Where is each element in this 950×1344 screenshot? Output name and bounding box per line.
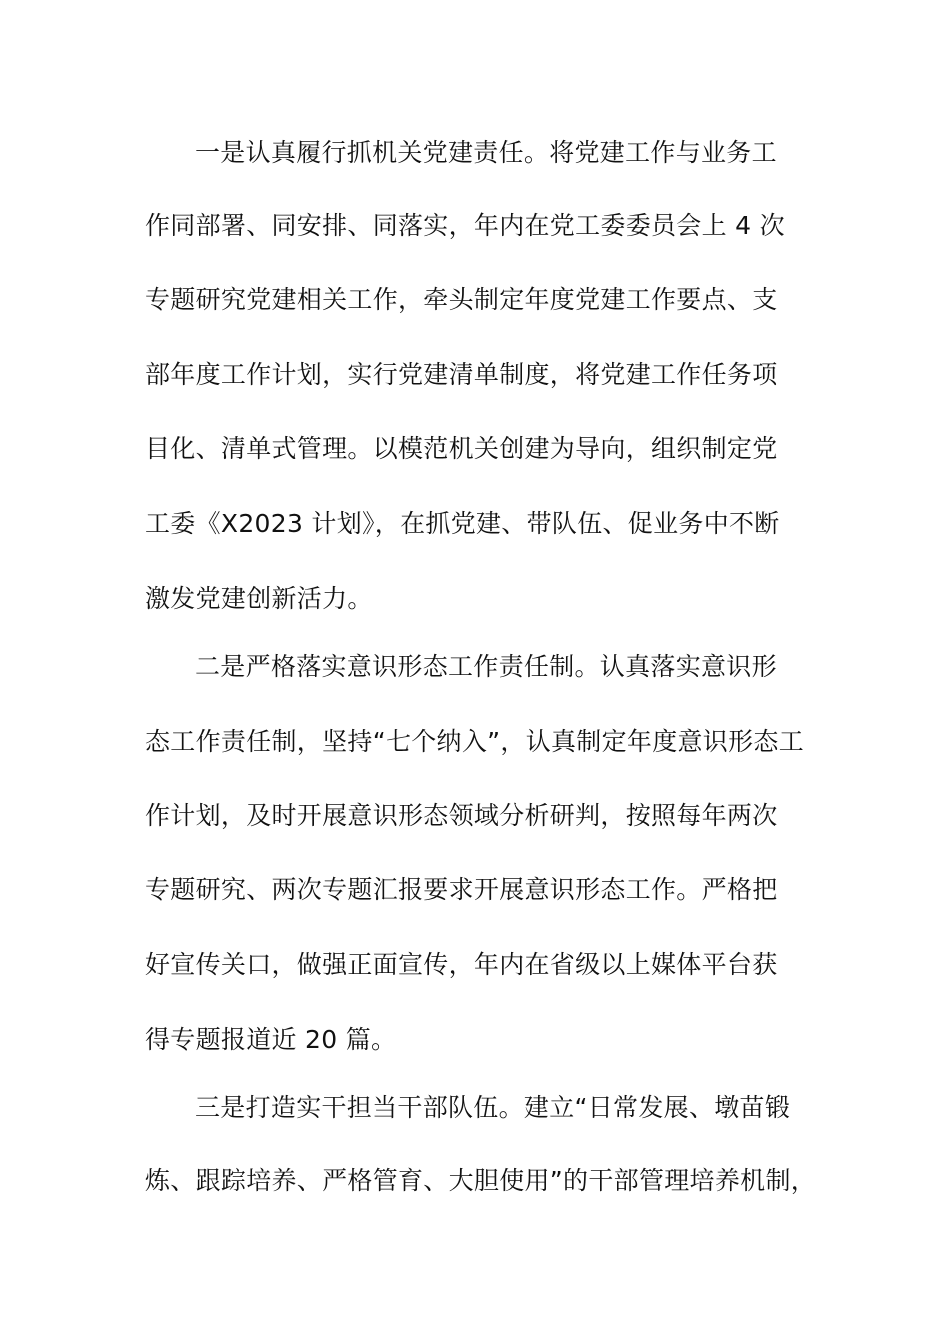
paragraph-2-line-5: 好宣传关口，做强正面宣传，年内在省级以上媒体平台获 xyxy=(145,950,778,979)
paragraph-1-line-4: 部年度工作计划，实行党建清单制度，将党建工作任务项 xyxy=(145,360,778,389)
paragraph-2-line-2: 态工作责任制，坚持“七个纳入”，认真制定年度意识形态工 xyxy=(145,727,805,756)
paragraph-1-line-6: 工委《X2023 计划》，在抓党建、带队伍、促业务中不断 xyxy=(145,509,780,538)
paragraph-2-line-4: 专题研究、两次专题汇报要求开展意识形态工作。严格把 xyxy=(145,875,778,904)
paragraph-2-line-1: 二是严格落实意识形态工作责任制。认真落实意识形 xyxy=(195,652,777,681)
paragraph-1-line-2: 作同部署、同安排、同落实，年内在党工委委员会上 4 次 xyxy=(145,211,785,240)
paragraph-2-line-3: 作计划，及时开展意识形态领域分析研判，按照每年两次 xyxy=(145,801,778,830)
paragraph-3-line-1: 三是打造实干担当干部队伍。建立“日常发展、墩苗锻 xyxy=(195,1093,791,1122)
paragraph-1-line-1: 一是认真履行抓机关党建责任。将党建工作与业务工 xyxy=(195,138,777,167)
paragraph-1-line-5: 目化、清单式管理。以模范机关创建为导向，组织制定党 xyxy=(145,434,778,463)
paragraph-2-line-6: 得专题报道近 20 篇。 xyxy=(145,1025,397,1054)
paragraph-3-line-2: 炼、跟踪培养、严格管育、大胆使用”的干部管理培养机制， xyxy=(145,1166,817,1195)
paragraph-1-line-7: 激发党建创新活力。 xyxy=(145,584,373,613)
paragraph-1-line-3: 专题研究党建相关工作，牵头制定年度党建工作要点、支 xyxy=(145,285,778,314)
